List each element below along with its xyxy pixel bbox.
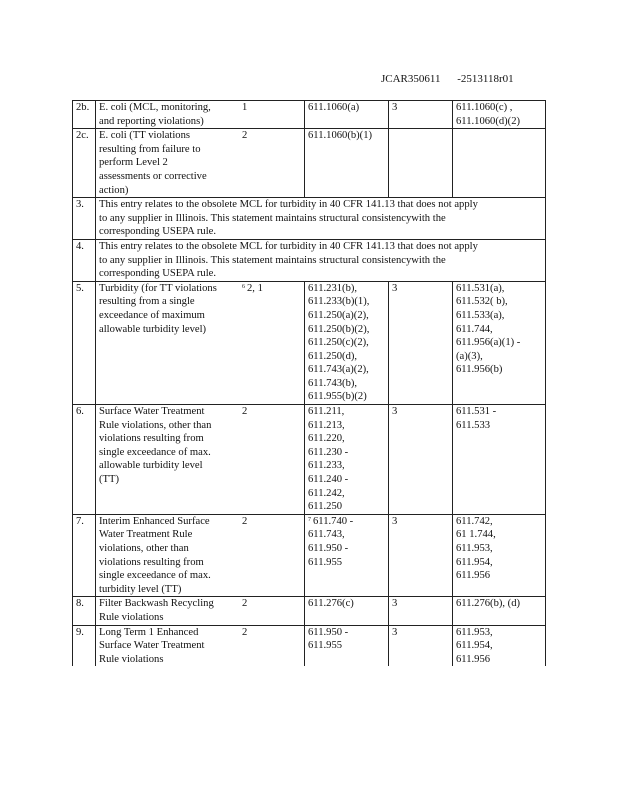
section-line: 611.250(c)(2), (308, 337, 369, 349)
sections-cited-2 (453, 514, 546, 597)
violation-description (96, 514, 305, 597)
sections-cited (305, 405, 389, 515)
section-line: 611.233, (308, 460, 345, 472)
section-line: 611.1060(c) , (456, 102, 513, 113)
row-number: 8. (73, 597, 96, 625)
document-header (381, 73, 514, 85)
description-line: action) (99, 184, 129, 196)
section-line: 611.233(b)(1), (308, 296, 370, 308)
description-line: perform Level 2 (99, 157, 168, 169)
section-line: 611.532( b), (456, 296, 508, 308)
description-line: Water Treatment Rule (99, 529, 193, 541)
section-line: 611.955 (308, 640, 343, 652)
description-line: turbidity level (TT) (99, 583, 182, 595)
description-line: Interim Enhanced Surface (99, 515, 210, 527)
table-row (73, 597, 546, 625)
section-line: 611.956 (456, 653, 491, 665)
sections-cited-2 (453, 281, 546, 404)
section-line: 611.250(b)(2), (308, 323, 370, 335)
row-number: 2c. (73, 129, 96, 198)
row-number: 6. (73, 405, 96, 515)
table-row (73, 129, 546, 198)
section-line: 611.956 (456, 570, 491, 582)
row-number: 7. (73, 514, 96, 597)
description-line: assessments or corrective (99, 170, 207, 182)
section-line: 611.533 (456, 419, 491, 431)
section-line: 611.211, (308, 406, 345, 418)
section-line: 611.231(b), (308, 282, 358, 294)
description-line: allowable turbidity level) (99, 323, 207, 335)
section-line: 611.230 - (308, 446, 349, 458)
note-line: This entry relates to the obsolete MCL for turbidity in 40 CFR 141.13 that does not apply (99, 199, 478, 211)
description-line: Rule violations (99, 653, 164, 665)
section-line: 611.950 - (308, 626, 349, 638)
tier-value: 2 (242, 406, 248, 418)
sections-cited (305, 101, 389, 129)
section-line: 611.1060(d)(2) (456, 115, 521, 127)
description-line: Rule violations (99, 611, 164, 623)
tier-2-value: 3 (389, 597, 453, 625)
section-line: 611.276(b), (d) (456, 598, 521, 610)
description-line: single exceedance of max. (99, 570, 211, 582)
note-line: This entry relates to the obsolete MCL for turbidity in 40 CFR 141.13 that does not apply (99, 240, 478, 252)
section-line: 611.531(a), (456, 282, 505, 294)
section-line: 611.1060(a) (308, 102, 360, 113)
table-row (73, 198, 546, 240)
note-line: corresponding USEPA rule. (99, 268, 217, 280)
section-line: 611.250(d), (308, 350, 358, 362)
description-line: exceedance of maximum (99, 309, 205, 321)
section-line: 611.213, (308, 419, 345, 431)
tier-2-value (389, 129, 453, 198)
footnote-marker: 6 (242, 283, 245, 290)
row-note (96, 198, 546, 240)
doc-revision: -2513118r01 (457, 73, 514, 85)
section-line: 611.250 (308, 501, 343, 513)
table-row (73, 625, 546, 666)
description-line: E. coli (TT violations (99, 130, 191, 142)
tier-2-value: 3 (389, 405, 453, 515)
tier-2-value: 3 (389, 101, 453, 129)
section-line: 611.240 - (308, 474, 349, 486)
description-line: allowable turbidity level (99, 460, 203, 472)
section-line: 611.743, (308, 529, 345, 541)
row-note (96, 239, 546, 281)
sections-cited (305, 281, 389, 404)
row-number: 9. (73, 625, 96, 666)
section-line: 611.956(b) (456, 364, 503, 376)
description-line: resulting from a single (99, 296, 195, 308)
description-line: (TT) (99, 474, 119, 486)
description-line: and reporting violations) (99, 115, 204, 127)
tier-value: 2 (242, 515, 248, 527)
note-line: corresponding USEPA rule. (99, 226, 217, 238)
description-line: E. coli (MCL, monitoring, (99, 102, 211, 113)
violation-table (72, 100, 546, 666)
tier-2-value: 3 (389, 625, 453, 666)
section-line: 611.533(a), (456, 309, 505, 321)
section-line: 611.743(b), (308, 377, 358, 389)
footnote-marker: 7 (308, 516, 311, 523)
sections-cited: $^7$ 611.740 - 611.743, 611.950 - 611.955 (305, 514, 389, 597)
tier-value: 2 (242, 130, 248, 142)
section-line: 611.953, (456, 543, 493, 554)
section-line: (a)(3), (456, 350, 483, 362)
sections-cited (305, 597, 389, 625)
description-line: Filter Backwash Recycling (99, 598, 214, 610)
section-line: 611.953, (456, 626, 493, 638)
section-line: 611.220, (308, 433, 345, 445)
table-row (73, 101, 546, 129)
violation-description (96, 101, 305, 129)
violation-description (96, 625, 305, 666)
tier-value: 2 (242, 598, 248, 610)
description-line: violations, other than (99, 543, 189, 554)
section-line: 611.955 (308, 556, 343, 568)
table-row (73, 514, 546, 597)
description-line: Surface Water Treatment (99, 406, 205, 418)
violation-description (96, 129, 305, 198)
sections-cited (305, 625, 389, 666)
row-number: 3. (73, 198, 96, 240)
section-line: 611.742, (456, 515, 493, 527)
table-row (73, 239, 546, 281)
section-line: 611.955(b)(2) (308, 391, 367, 403)
section-line: 611.954, (456, 556, 493, 568)
violation-description (96, 597, 305, 625)
section-line: 611.1060(b)(1) (308, 130, 373, 142)
sections-cited-2 (453, 625, 546, 666)
section-line: 611.743(a)(2), (308, 364, 369, 376)
note-line: to any supplier in Illinois. This statement maintains structural consistencywith the (99, 254, 446, 266)
sections-cited-2 (453, 129, 546, 198)
tier-2-value: 3 (389, 514, 453, 597)
description-line: Turbidity (for TT violations (99, 282, 217, 294)
section-line: 611.744, (456, 323, 493, 335)
description-line: violations resulting from (99, 556, 204, 568)
note-line: to any supplier in Illinois. This statement maintains structural consistencywith the (99, 212, 446, 224)
table-row (73, 281, 546, 404)
section-line: 611.250(a)(2), (308, 309, 369, 321)
tier-2-value: 3 (389, 281, 453, 404)
description-line: Long Term 1 Enhanced (99, 626, 199, 638)
doc-code: JCAR350611 (381, 73, 441, 85)
description-line: Surface Water Treatment (99, 640, 205, 652)
description-line: single exceedance of max. (99, 446, 211, 458)
section-line: 611.276(c) (308, 598, 354, 610)
row-number: 5. (73, 281, 96, 404)
section-line: 611.950 - (308, 543, 349, 554)
row-number: 4. (73, 239, 96, 281)
description-line: violations resulting from (99, 433, 204, 445)
violation-description (96, 405, 305, 515)
violation-table-body (73, 101, 546, 667)
sections-cited (305, 129, 389, 198)
description-line: resulting from failure to (99, 143, 201, 155)
tier-value: $^6$ 2, 1 (242, 282, 263, 294)
table-row (73, 405, 546, 515)
tier-value: 1 (242, 102, 248, 113)
section-line: 61 1.744, (456, 529, 496, 541)
violation-description (96, 281, 305, 404)
tier-value: 2 (242, 626, 248, 638)
sections-cited-2 (453, 405, 546, 515)
description-line: Rule violations, other than (99, 419, 212, 431)
section-line: 611.956(a)(1) - (456, 337, 521, 349)
sections-cited-2 (453, 101, 546, 129)
section-line: 611.531 - (456, 406, 497, 418)
section-line: 611.954, (456, 640, 493, 652)
sections-cited-2 (453, 597, 546, 625)
row-number: 2b. (73, 101, 96, 129)
section-line: 611.242, (308, 487, 345, 499)
